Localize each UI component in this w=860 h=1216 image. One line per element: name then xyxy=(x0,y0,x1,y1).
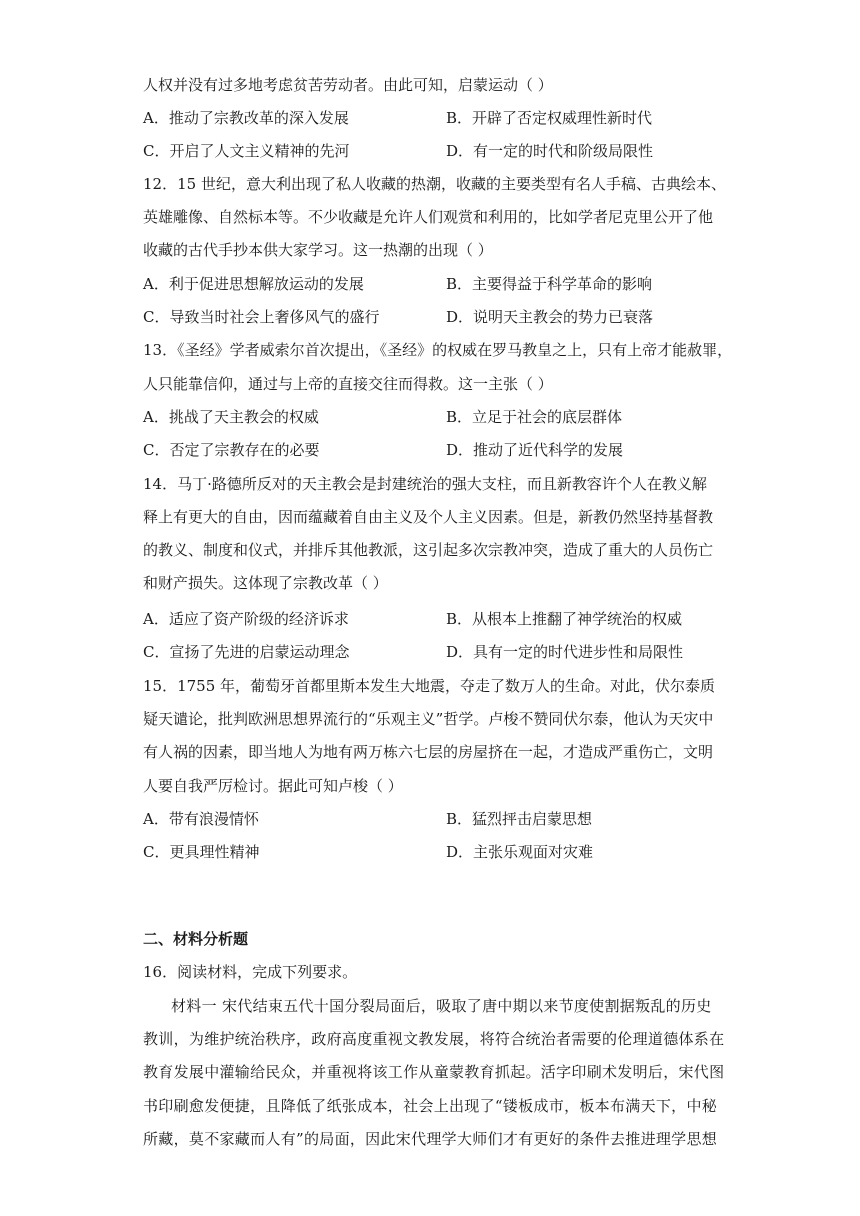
q14-line-3: 的教义、制度和仪式，并排斥其他教派，这引起多次宗教冲突，造成了重大的人员伤亡 xyxy=(143,541,714,559)
q15-option-d: D．主张乐观面对灾难 xyxy=(446,843,594,861)
q13-option-c: C．否定了宗教存在的必要 xyxy=(143,441,320,459)
q16-material-line-1: 材料一 宋代结束五代十国分裂局面后，吸取了唐中期以来节度使割据叛乱的历史 xyxy=(171,997,712,1015)
q14-option-b: B．从根本上推翻了神学统治的权威 xyxy=(446,610,683,628)
q12-option-d: D．说明天主教会的势力已衰落 xyxy=(446,308,654,326)
q14-line-1: 14．马丁·路德所反对的天主教会是封建统治的强大支柱，而且新教容许个人在教义解 xyxy=(143,475,707,493)
q12-line-2: 英雄雕像、自然标本等。不少收藏是允许人们观赏和利用的，比如学者尼克里公开了他 xyxy=(143,208,714,226)
q13-option-d: D．推动了近代科学的发展 xyxy=(446,441,624,459)
q11-option-c: C．开启了人文主义精神的先河 xyxy=(143,142,350,160)
q14-line-2: 释上有更大的自由，因而蕴藏着自由主义及个人主义因素。但是，新教仍然坚持基督教 xyxy=(143,508,714,526)
q16-material-line-2: 教训，为维护统治秩序，政府高度重视文教发展，将符合统治者需要的伦理道德体系在 xyxy=(143,1030,725,1048)
q12-line-1: 12．15 世纪，意大利出现了私人收藏的热潮，收藏的主要类型有名人手稿、古典绘本、 xyxy=(143,175,726,193)
q13-line-2: 人只能靠信仰，通过与上帝的直接交往而得救。这一主张（ ） xyxy=(143,375,553,393)
section-heading: 二、材料分析题 xyxy=(143,930,249,948)
q12-option-b: B．主要得益于科学革命的影响 xyxy=(446,275,653,293)
q13-option-b: B．立足于社会的底层群体 xyxy=(446,408,623,426)
q14-option-c: C．宣扬了先进的启蒙运动理念 xyxy=(143,643,350,661)
q15-line-3: 有人祸的因素，即当地人为地有两万栋六七层的房屋挤在一起，才造成严重伤亡，文明 xyxy=(143,743,714,761)
q15-option-c: C．更具理性精神 xyxy=(143,843,260,861)
q12-line-3: 收藏的古代手抄本供大家学习。这一热潮的出现（ ） xyxy=(143,241,493,259)
q14-line-4: 和财产损失。这体现了宗教改革（ ） xyxy=(143,574,388,592)
q16-material-line-5: 所藏，莫不家藏而人有”的局面，因此宋代理学大师们才有更好的条件去推进理学思想 xyxy=(143,1130,718,1148)
q15-option-a: A．带有浪漫情怀 xyxy=(143,810,259,828)
q11-option-b: B．开辟了否定权威理性新时代 xyxy=(446,109,653,127)
q16-material-line-3: 教育发展中灌输给民众，并重视将该工作从童蒙教育抓起。活字印刷术发明后，宋代图 xyxy=(143,1063,725,1081)
q13-option-a: A．挑战了天主教会的权威 xyxy=(143,408,319,426)
q16-material-line-4: 书印刷愈发便捷，且降低了纸张成本，社会上出现了“镂板成市，板本布满天下，中秘 xyxy=(143,1097,718,1115)
q13-line-1: 13．《圣经》学者威索尔首次提出，《圣经》的权威在罗马教皇之上，只有上帝才能赦罪， xyxy=(143,341,733,359)
q16-stem: 16．阅读材料，完成下列要求。 xyxy=(143,963,358,981)
q11-option-a: A．推动了宗教改革的深入发展 xyxy=(143,109,349,127)
q11-option-d: D．有一定的时代和阶级局限性 xyxy=(446,142,654,160)
q11-tail: 人权并没有过多地考虑贫苦劳动者。由此可知，启蒙运动（ ） xyxy=(143,76,553,94)
q15-option-b: B．猛烈抨击启蒙思想 xyxy=(446,810,593,828)
q15-line-2: 疑天谴论，批判欧洲思想界流行的“乐观主义”哲学。卢梭不赞同伏尔泰，他认为天灾中 xyxy=(143,710,714,728)
q15-line-4: 人要自我严厉检讨。据此可知卢梭（ ） xyxy=(143,777,403,795)
q15-line-1: 15．1755 年，葡萄牙首都里斯本发生大地震，夺走了数万人的生命。对此，伏尔泰质 xyxy=(143,677,716,695)
q14-option-d: D．具有一定的时代进步性和局限性 xyxy=(446,643,684,661)
q14-option-a: A．适应了资产阶级的经济诉求 xyxy=(143,610,349,628)
q12-option-c: C．导致当时社会上奢侈风气的盛行 xyxy=(143,308,380,326)
q12-option-a: A．利于促进思想解放运动的发展 xyxy=(143,275,364,293)
